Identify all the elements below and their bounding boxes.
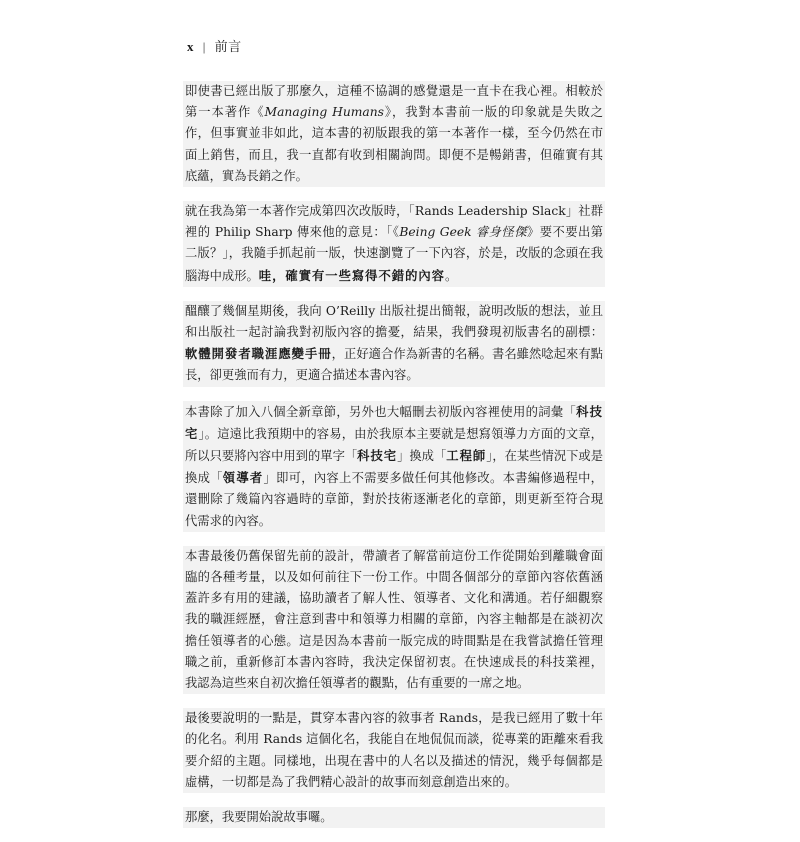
paragraph	[183, 708, 605, 793]
emphasis-text: Managing Humans	[264, 105, 384, 120]
text-run: 最後要說明的一點是，貫穿本書內容的敘事者 Rands，是我已經用了數十年的化名。利用 Rands 這個化名，我能自在地侃侃而談，從專業的距離來看我要介紹的主題。同樣地，出現在書中的人名以及描述的情況，幾乎每個都是虛構，一切都是為了我們精心設計的故事而刻意創造出來的。	[185, 711, 603, 789]
text-run: 」換成「	[397, 449, 447, 464]
text-run: 」即可，內容上不需要多做任何其他修改。本書編修過程中，還刪除了幾篇內容過時的章節，對於技術逐漸老化的章節，則更新至符合現代需求的內容。	[185, 471, 603, 528]
text-run: 醞釀了幾個星期後，我向 O’Reilly 出版社提出簡報，說明改版的想法，並且和出版社一起討論我對初版內容的擔憂，結果，我們發現初版書名的副標：	[185, 303, 603, 340]
running-header	[187, 36, 242, 55]
text-run: 即使書已經出版了那麼久，這種不協調的感覺還是一直卡在我心裡。相較於第一本著作《	[185, 84, 603, 120]
emphasis-text: 工程師	[446, 448, 487, 464]
header-separator: |	[202, 39, 206, 54]
emphasis-text: 軟體開發者職涯應變手冊	[185, 346, 332, 362]
paragraph	[183, 401, 605, 532]
text-run: 》，我對本書前一版的印象就是失敗之作，但事實並非如此，這本書的初版跟我的第一本著作一樣，至今仍然在市面上銷售，而且，我一直都有收到相關詢問。即便不是暢銷書，但確實有其底蘊，實為長銷之作。	[185, 105, 603, 183]
text-run: ，正好適合作為新書的名稱。書名雖然唸起來有點長，卻更強而有力，更適合描述本書內容。	[185, 347, 603, 383]
emphasis-text: Being Geek 睿身怪傑	[399, 225, 527, 240]
emphasis-text: 哇，確實有一些寫得不錯的內容	[258, 267, 445, 283]
emphasis-text: 科技宅	[185, 403, 603, 441]
section-title: 前言	[214, 39, 242, 54]
paragraph	[183, 807, 605, 828]
paragraph	[183, 301, 605, 387]
paragraph	[183, 201, 605, 287]
text-run: 」，在某些情況下或是換成「	[185, 449, 604, 486]
emphasis-text: 領導者	[222, 470, 264, 486]
paragraph	[183, 546, 605, 694]
emphasis-text: 科技宅	[357, 448, 398, 464]
text-run: 》要不要出第二版？」，我隨手抓起前一版，快速瀏覽了一下內容，於是，改版的念頭在我腦海中成形。	[185, 225, 604, 283]
text-run: 本書最後仍舊保留先前的設計，帶讀者了解當前這份工作從開始到離職會面臨的各種考量，以及如何前往下一份工作。中間各個部分的章節內容依舊涵蓋許多有用的建議，協助讀者了解人性、領導者、文化和溝通。若仔細觀察我的職涯經歷，會注意到書中和領導力相關的章節，內容主軸都是在談初次擔任領導者的心態。這是因為本書前一版完成的時間點是在我嘗試擔任管理職之前，重新修訂本書內容時，我決定保留初衷。在快速成長的科技業裡，我認為這些來自初次擔任領導者的觀點，佔有重要的一席之地。	[185, 548, 603, 691]
text-run: 就在我為第一本著作完成第四次改版時，「Rands Leadership Slack」社群裡的 Philip Sharp 傳來他的意見：「《	[185, 204, 603, 240]
text-run: 那麼，我要開始說故事囉。	[185, 810, 333, 825]
body-text	[183, 81, 605, 842]
text-run: 。	[444, 268, 458, 283]
paragraph	[183, 81, 605, 187]
text-run: 本書除了加入八個全新章節，另外也大幅刪去初版內容裡使用的詞彙「	[185, 404, 577, 419]
page-number: x	[187, 39, 194, 54]
text-run: 」。這遠比我預期中的容易，由於我原本主要就是想寫領導力方面的文章，所以只要將內容中用到的單字「	[185, 426, 603, 464]
